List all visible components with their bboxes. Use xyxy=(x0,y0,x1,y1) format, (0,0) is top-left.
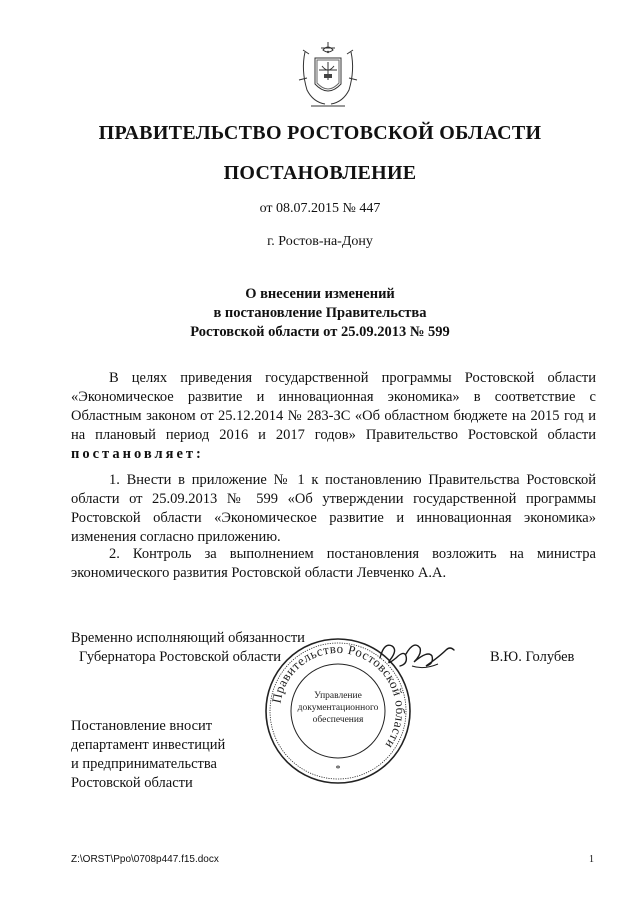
resolution-item-1: 1. Внести в приложение № 1 к постановлению Правительства Ростовской области от 25.09.2013 № 599 «Об утверждении государственной программы Ростовской области «Экономическое развитие и инновационная экономика» изменения согласно приложению. xyxy=(71,472,596,545)
page-number: 1 xyxy=(589,854,594,865)
resolves-word: постановляет: xyxy=(71,446,204,462)
stamp-center-line-1: Управление xyxy=(314,691,362,701)
handwritten-signature xyxy=(376,636,458,672)
submitter-line-4: Ростовской области xyxy=(71,775,193,791)
submitter-line-1: Постановление вносит xyxy=(71,718,213,734)
footer-file-path: Z:\ORST\Ppo\0708p447.f15.docx xyxy=(71,854,219,865)
city: г. Ростов-на-Дону xyxy=(267,234,373,249)
resolution-item-2: 2. Контроль за выполнением постановления возложить на министра экономического развития Ростовской области Левченко А.А. xyxy=(71,546,596,581)
subject-line-1: О внесении изменений xyxy=(245,286,395,302)
subject-line-3: Ростовской области от 25.09.2013 № 599 xyxy=(190,324,450,340)
signatory-position-line-1: Временно исполняющий обязанности xyxy=(71,630,305,646)
preamble-text: В целях приведения государственной программы Ростовской области «Экономическое развитие и инновационная экономика» в соответствие с Областным законом от 25.12.2014 № 283-ЗС «Об областном бюджете на 2015 год и на плановый период 2016 и 2017 годов» Правительство Ростовской области xyxy=(71,370,596,443)
stamp-ring-text: Правительство Ростовской области xyxy=(268,640,409,752)
submitter-line-2: департамент инвестиций xyxy=(71,737,226,753)
stamp-center-line-3: обеспечения xyxy=(312,715,364,725)
subject-line-2: в постановление Правительства xyxy=(213,305,427,321)
submitter-line-3: и предпринимательства xyxy=(71,756,217,772)
document-type: ПОСТАНОВЛЕНИЕ xyxy=(223,162,417,184)
preamble-paragraph xyxy=(71,369,596,464)
signatory-name: В.Ю. Голубев xyxy=(490,649,575,665)
stamp-center-line-2: документационного xyxy=(297,703,379,713)
government-title: ПРАВИТЕЛЬСТВО РОСТОВСКОЙ ОБЛАСТИ xyxy=(98,122,542,144)
date-and-number: от 08.07.2015 № 447 xyxy=(259,201,381,216)
submitter-block xyxy=(71,717,225,793)
stamp-star: * xyxy=(335,764,341,775)
coat-of-arms-emblem xyxy=(295,40,361,110)
document-subject xyxy=(0,285,640,342)
signatory-position-line-2: Губернатора Ростовской области xyxy=(79,649,282,665)
